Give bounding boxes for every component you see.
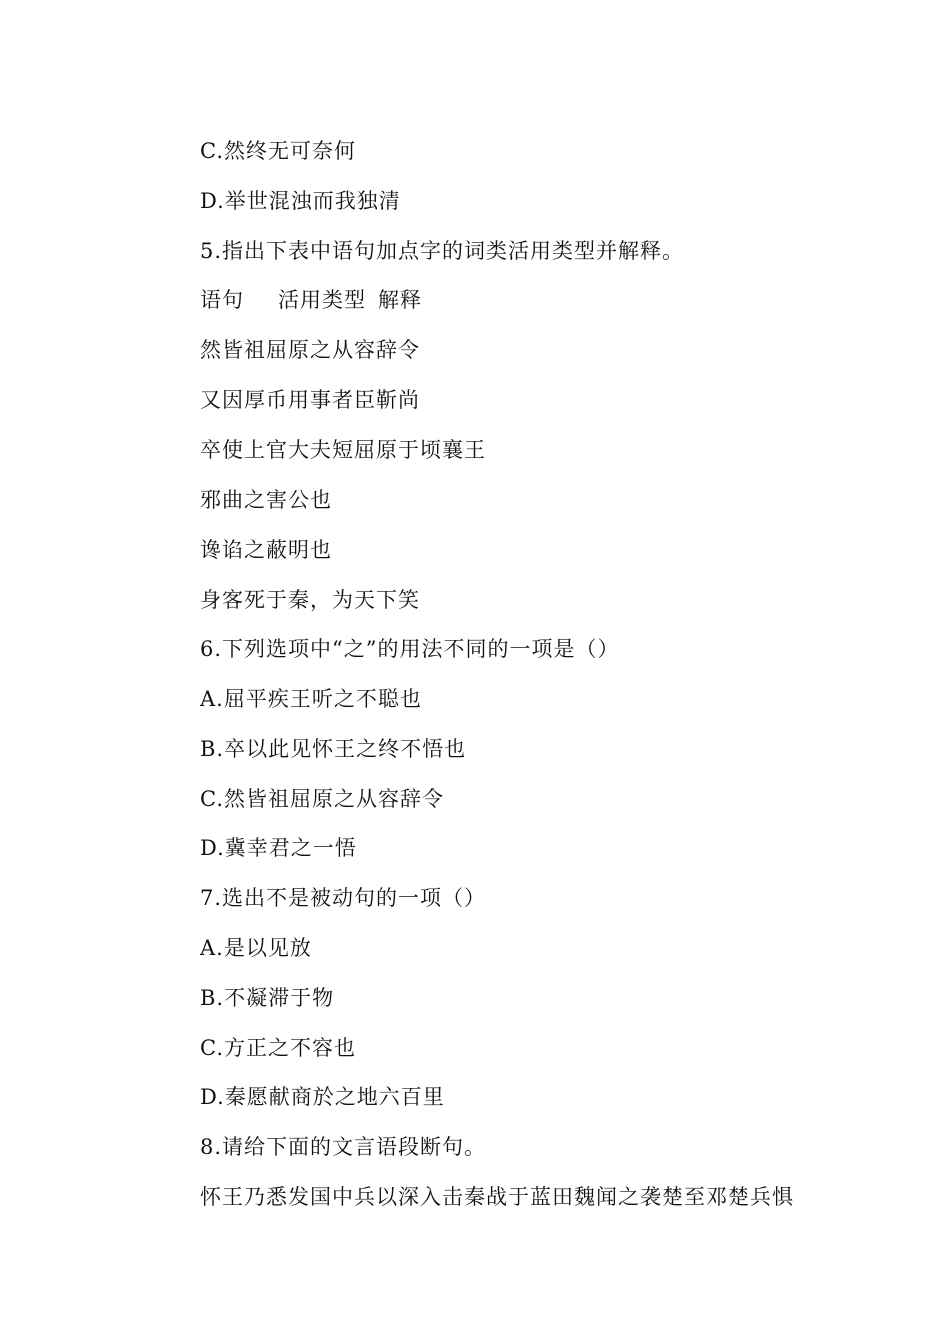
q6-prompt: 6.下列选项中“之”的用法不同的一项是（） bbox=[200, 637, 620, 661]
q6-option-d: D.冀幸君之一悟 bbox=[200, 836, 357, 860]
q5-row: 然皆祖屈原之从容辞令 bbox=[200, 338, 420, 362]
header-usage-type: 活用类型 bbox=[278, 288, 366, 312]
q6-option-b: B.卒以此见怀王之终不悟也 bbox=[200, 737, 467, 761]
q7-option-d: D.秦愿献商於之地六百里 bbox=[200, 1085, 445, 1109]
q5-row: 又因厚币用事者臣靳尚 bbox=[200, 388, 420, 412]
header-explanation: 解释 bbox=[378, 288, 422, 312]
q4-option-c: C.然终无可奈何 bbox=[200, 139, 356, 163]
q7-option-b: B.不凝滞于物 bbox=[200, 986, 335, 1010]
q6-option-c: C.然皆祖屈原之从容辞令 bbox=[200, 787, 444, 811]
header-sentence: 语句 bbox=[200, 288, 244, 312]
q7-option-c: C.方正之不容也 bbox=[200, 1036, 356, 1060]
q5-table-header bbox=[200, 286, 422, 314]
q8-prompt: 8.请给下面的文言语段断句。 bbox=[200, 1135, 487, 1159]
q6-option-a: A.屈平疾王听之不聪也 bbox=[200, 687, 422, 711]
q5-row: 身客死于秦，为天下笑 bbox=[200, 588, 420, 612]
q5-prompt: 5.指出下表中语句加点字的词类活用类型并解释。 bbox=[200, 239, 685, 263]
q7-option-a: A.是以见放 bbox=[200, 936, 312, 960]
q8-passage: 怀王乃悉发国中兵以深入击秦战于蓝田魏闻之袭楚至邓楚兵惧 bbox=[200, 1185, 794, 1209]
q5-row: 卒使上官大夫短屈原于顷襄王 bbox=[200, 438, 486, 462]
q5-row: 邪曲之害公也 bbox=[200, 488, 332, 512]
q5-row: 谗谄之蔽明也 bbox=[200, 538, 332, 562]
q7-prompt: 7.选出不是被动句的一项（） bbox=[200, 886, 487, 910]
q4-option-d: D.举世混浊而我独清 bbox=[200, 189, 401, 213]
